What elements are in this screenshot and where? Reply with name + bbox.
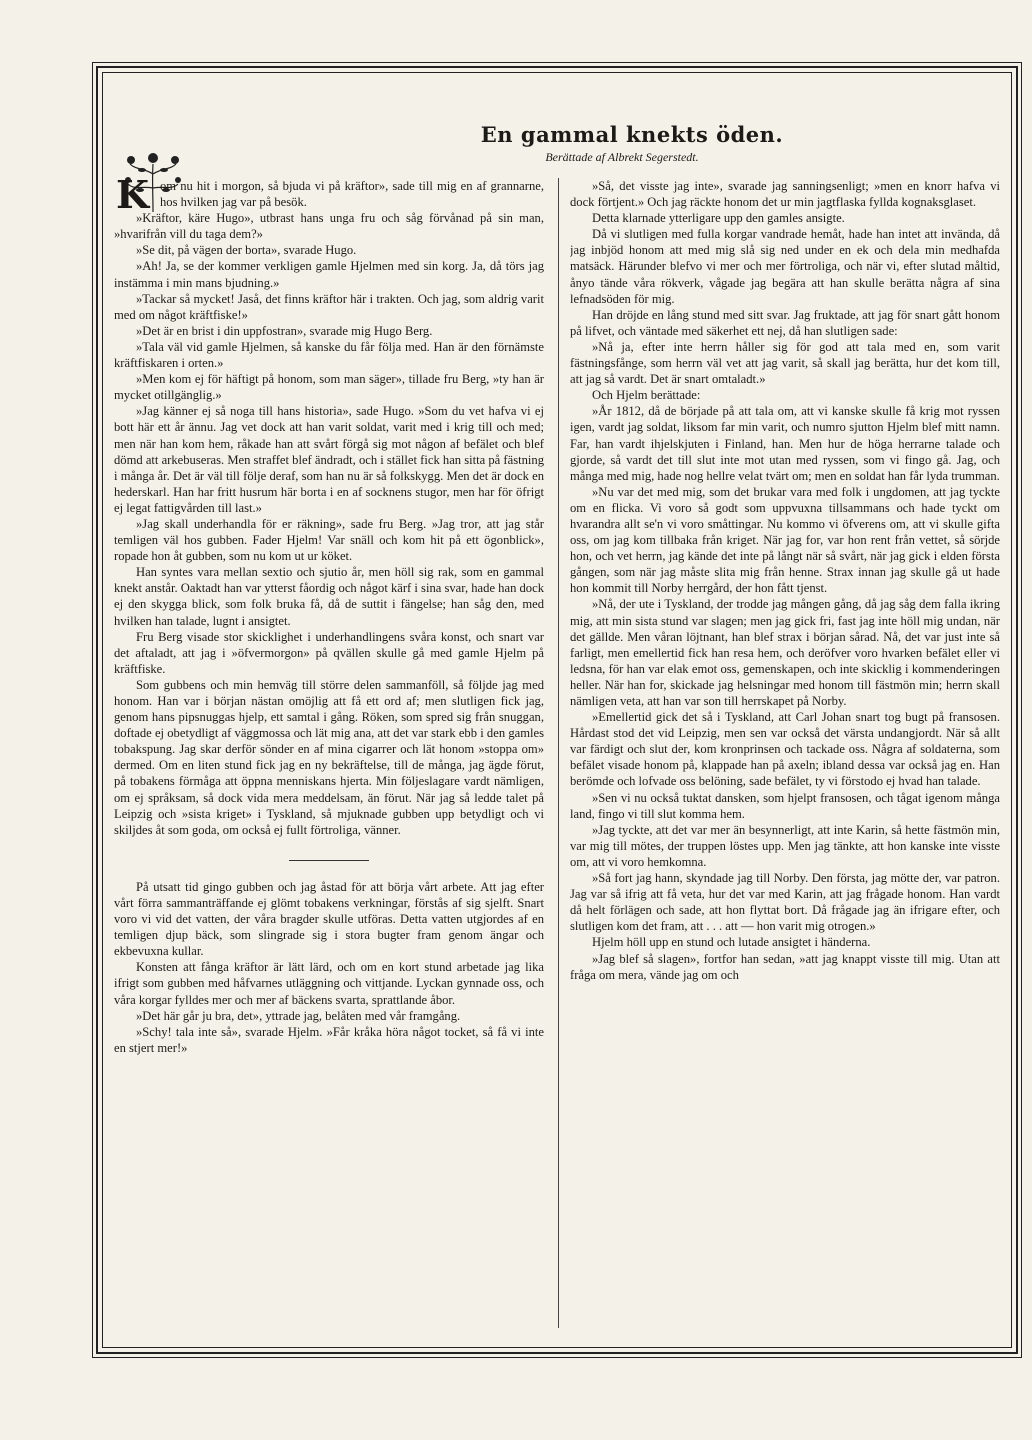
paragraph: »Nå, der ute i Tyskland, der trodde jag mången gång, då jag såg dem falla ikring mig, att min sista stund var slagen; men jag gick fri, fast jag inte höll mig undan, när det gällde. Men våran löjtnant, han blef strax i början sårad. Nå, det var just inte så farligt, men emellertid fick han resa hem, och deröfver voro hvarken befälet eller vi ledsna, för han var elak emot oss, gemenskapen, och inte skicklig i kommenderingen heller. När han for, skickade jag helsningar med honom till fästmön min; herrn skall nämligen veta, att han var son till herrskapet på Norby. [570, 597, 1000, 708]
paragraph: »Det är en brist i din uppfostran», svarade mig Hugo Berg. [136, 323, 433, 338]
paragraph: »Emellertid gick det så i Tyskland, att Carl Johan snart tog bugt på fransosen. Hårdast stod det vid Leipzig, men sen var också det värsta undangjordt. När så allt var färdigt och slut der, kom kronprinsen och tackade oss. Några af soldaterna, som befälet visade honom på, klappade han på axeln; ibland dessa var också jag en. Han berömde och lofvade oss belöning, sade befälet, ty vi förstodo ej hvad han talade. [570, 710, 1000, 789]
article-byline: Berättade af Albrekt Segerstedt. [545, 150, 699, 164]
page-content [112, 82, 1002, 1332]
paragraph: »År 1812, då de började på att tala om, att vi kanske skulle få krig mot ryssen igen, vardt jag soldat, liksom far min varit, och numro sjutton Hjelm blef mitt namn. Far, han vardt ihjelskjuten i Finland, han. Men hur de höga herrarne talade och gjorde, så vardt det till slut inte mot utan med ryssen, som vi fingo gå. Jag, och många med mig, hade nog hellre velat tvärt om; men en soldat han får lyda trumman. [570, 404, 1000, 483]
left-column [114, 178, 544, 1328]
paragraph: Som gubbens och min hemväg till större delen sammanföll, så följde jag med honom. Han var i början nästan omöjlig att få ett ord af; men slutligen fick jag, genom hans pipsnuggas hjelp, ett samtal i gång. Röken, som spred sig från snuggan, doftade ej obetydligt af väggmossa och lät mig ana, att det var stark ebb i den gamles tobakspung. Jag skar derför sönder en af mina cigarrer och lät honom »stoppa om» dermed. Om en liten stund fick jag en ny bekräftelse, till de många, jag ägde förut, på tobakens förmåga att öppna menniskans hjerta. Min följeslagare vardt nämligen, om ej språksam, så dock vida mera meddelsam, än förut. När jag så ledde talet på Leipzig och »sista kriget» i Tyskland, så mjuknade gubben upp betydligt och vi skiljdes åt som goda, om också ej fullt förtroliga, vänner. [114, 677, 544, 837]
paragraph: »Men kom ej för häftigt på honom, som man säger», tillade fru Berg, »ty han är mycket otillgänglig.» [114, 372, 544, 403]
paragraph: »Det här går ju bra, det», yttrade jag, belåten med vår framgång. [136, 1008, 461, 1023]
paragraph: Han syntes vara mellan sextio och sjutio år, men höll sig rak, som en gammal knekt anstår. Oaktadt han var ytterst fåordig och något kärf i sina svar, hade han dock ej den skygga blick, som folk bruka få, då de suttit i fängelse; han såg den, med hvilken han talade, lugnt i ansigtet. [114, 565, 544, 628]
paragraph: »Sen vi nu också tuktat dansken, som hjelpt fransosen, och tågat igenom många land, fingo vi till slut komma hem. [570, 790, 1000, 821]
drop-cap: K [116, 178, 150, 217]
paragraph: »Jag skall underhandla för er räkning», sade fru Berg. »Jag tror, att jag står temligen väl hos gubben. Fader Hjelm! Var snäll och kom hit på ett ögonblick», ropade hon åt gubben, som nu kom ut ur köket. [114, 516, 544, 564]
paragraph: Detta klarnade ytterligare upp den gamles ansigte. [592, 211, 845, 226]
paragraph: Han dröjde en lång stund med sitt svar. Jag fruktade, att jag för snart gått honom på lifvet, och väntade med säkerhet ett nej, då han slutligen sade: [570, 307, 1000, 338]
paragraph: »Tackar så mycket! Jaså, det finns kräftor här i trakten. Och jag, som aldrig varit med om något kräftfiske!» [114, 291, 544, 322]
section-divider [289, 860, 369, 861]
paragraph: »Schy! tala inte så», svarade Hjelm. »Får kråka höra något tocket, så få vi inte en stjert mer!» [114, 1024, 544, 1055]
paragraph: »Jag känner ej så noga till hans historia», sade Hugo. »Som du vet hafva vi ej bott här ett år ännu. Jag vet dock att han varit soldat, varit med i krig till och med; men när han kom hem, råkade han att svårt förgå sig mot någon af befälet och blef dömd att arkebuseras. Men straffet blef ändradt, och i stället fick han sitta på fästning i många år. Det är väl till följe deraf, som han nu är så folkskygg. Men det är dock en hederskarl. Han har fritt husrum här borta i en af socknens stugor, men har för öfrigt ej legat fattigvården till last.» [114, 404, 544, 515]
paragraph: Konsten att fånga kräftor är lätt lärd, och om en kort stund arbetade jag lika ifrigt som gubben med håfvarnes utläggning och vittjande. Lyckan gynnade oss, och våra korgar fylldes mer och mer af bäckens svarta, sprattlande åbor. [114, 960, 544, 1007]
right-column [570, 178, 1000, 1328]
paragraph: »Kräftor, käre Hugo», utbrast hans unga fru och såg förvånad på sin man, »hvarifrån vill du taga dem?» [114, 211, 544, 242]
paragraph: »Nu var det med mig, som det brukar vara med folk i ungdomen, att jag tyckte om en flicka. Vi voro så godt som uppvuxna tillsammans och hade tyckt om hvarandra allt se'n vi voro småttingar. Nu kommo vi öfverens om, att vi skulle gifta oss, om jag kom tillbaka från kriget. När jag for, var hon rent från vettet, så sörjde hon, och vet herrn, jag kände det inte på långt när så svårt, när jag gick i elden första gången, som när jag måste slita mig från henne. Strax innan jag skulle gå ut hade hon kommit till Norby herrgård, der hon fått tjenst. [570, 484, 1000, 596]
paragraph: Och Hjelm berättade: [592, 388, 701, 403]
paragraph: »Ah! Ja, se der kommer verkligen gamle Hjelmen med sin korg. Ja, då törs jag instämma i min mans bjudning.» [114, 259, 544, 290]
paragraph: »Tala väl vid gamle Hjelmen, så kanske du får följa med. Han är den förnämste kräftfiskaren i orten.» [114, 339, 544, 371]
article-title: En gammal knekts öden. [480, 122, 784, 147]
paragraph: »Nå ja, efter inte herrn håller sig för god att tala med en, som varit fästningsfånge, som herrn väl vet att jag varit, så skall jag berätta, hur det kom till, att jag så vardt. Det är snart omtaladt.» [570, 339, 1000, 387]
paragraph: Hjelm höll upp en stund och lutade ansigtet i händerna. [592, 935, 871, 950]
column-divider [558, 178, 559, 1328]
first-paragraph: Kom nu hit i morgon, så bjuda vi på kräftor», sade till mig en af grannarne, hos hvilken jag var på besök. [116, 178, 544, 217]
paragraph: »Se dit, på vägen der borta», svarade Hugo. [136, 243, 357, 258]
paragraph: »Jag blef så slagen», fortfor han sedan, »att jag knappt visste till mig. Utan att fråga om mera, vände jag om och [570, 951, 1000, 982]
paragraph: »Så, det visste jag inte», svarade jag sanningsenligt; »men en knorr hafva vi dock förtjent.» Och jag räckte honom det ur min jagtflaska fyllda kognaksglaset. [570, 179, 1000, 210]
paragraph: Fru Berg visade stor skicklighet i underhandlingens svåra konst, och snart var det aftaladt, att jag i »öfvermorgon» på qvällen skulle gå med gamle Hjelm på kräftfiske. [114, 629, 544, 676]
paragraph: Då vi slutligen med fulla korgar vandrade hemåt, hade han intet att invända, då jag inbjöd honom att med mig slå sig ned under en ek och dela min medhafda matsäck. Härunder blefvo vi mer och mer förtroliga, och när vi, efter slutad måltid, ånyo tände våra rökverk, vågade jag begära att han skulle berätta några af sina lefnadsöden för mig. [570, 227, 1000, 306]
paragraph: »Jag tyckte, att det var mer än besynnerligt, att inte Karin, så hette fästmön min, var mig till mötes, der truppen löstes upp. Men jag tänkte, att hon kanske inte visste om, att vi voro hemkomna. [570, 822, 1000, 869]
paragraph: »Så fort jag hann, skyndade jag till Norby. Den första, jag mötte der, var patron. Jag var så ifrig att få veta, hur det var med Karin, att jag frågade honom. Han vardt då helt förlägen och sade, att hon flyttat bort. Då frågade jag än ifrigare efter, och slutligen kom det fram, att . . . att — hon varit mig otrogen.» [570, 871, 1000, 934]
paragraph: På utsatt tid gingo gubben och jag åstad för att börja vårt arbete. Att jag efter vårt förra sammanträffande ej glömt tobakens verkningar, förstås af sig sjelft. Snart voro vi vid det vatten, der våra bragder skulle utföras. Detta vatten utgjordes af en temligen djup bäck, som slingrade sig i stora bugter fram genom ängar och ekbevuxna kullar. [114, 879, 544, 959]
